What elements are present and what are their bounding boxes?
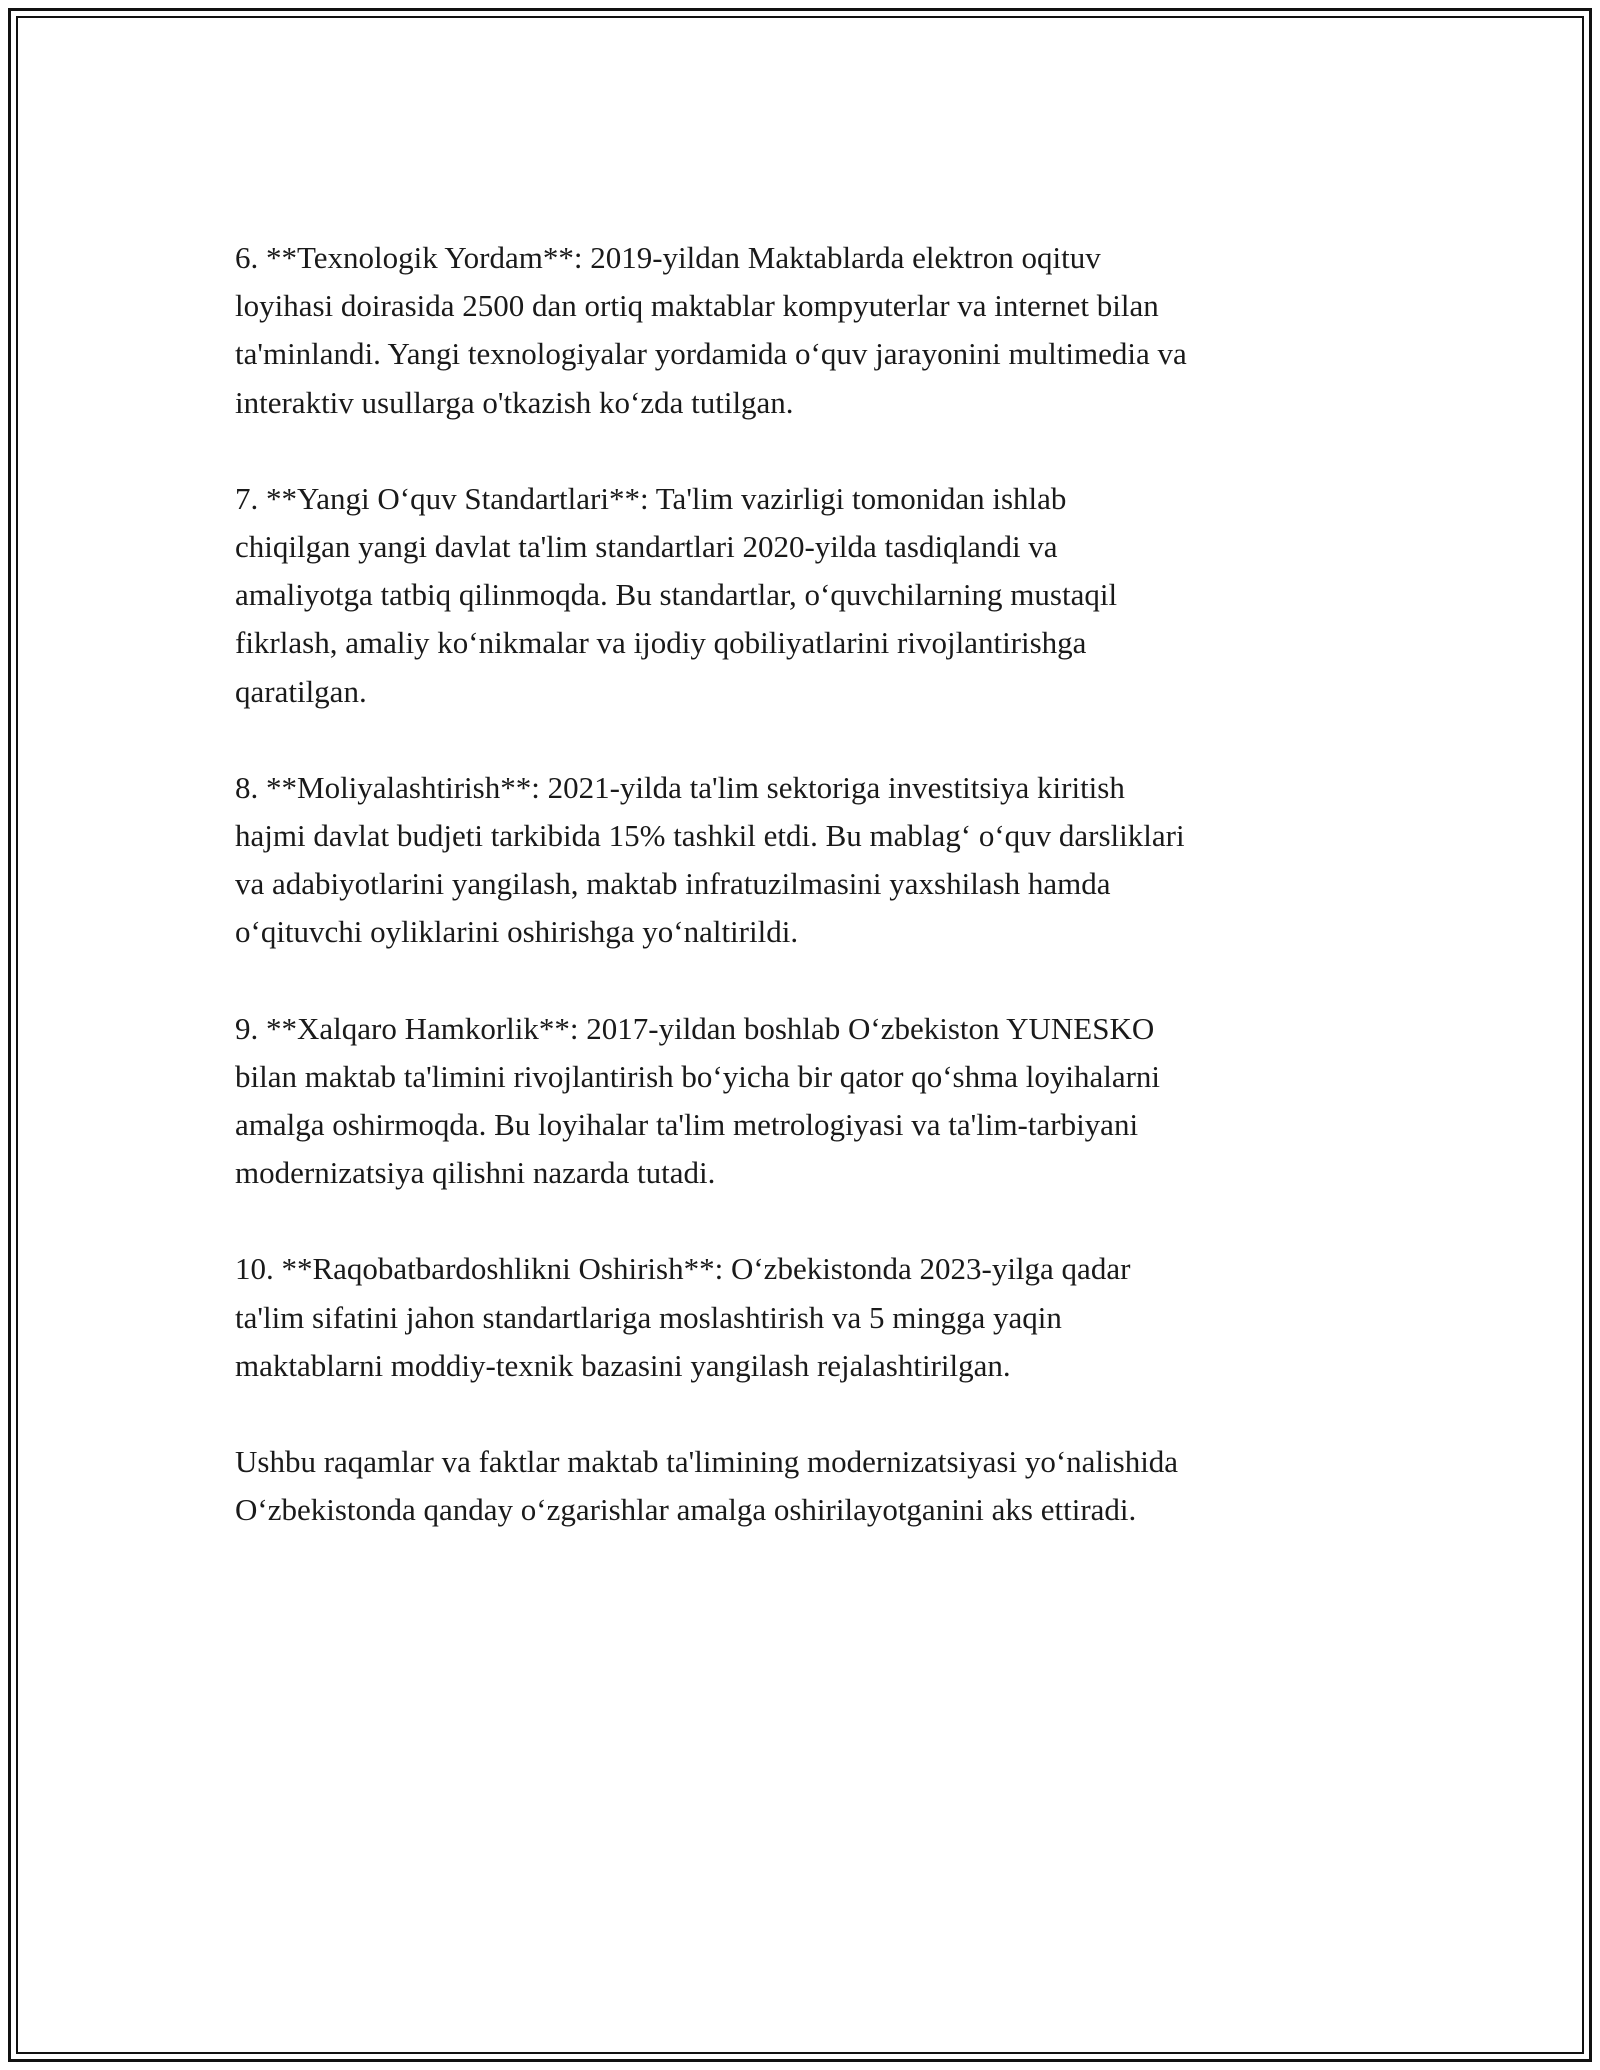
- paragraph-conclusion: Ushbu raqamlar va faktlar maktab ta'limining modernizatsiyasi yo‘nalishida O‘zbekistonda qanday o‘zgarishlar amalga oshirilayotganini aks ettiradi.: [235, 1444, 1179, 1528]
- paragraph-new-standards: 7. **Yangi O‘quv Standartlari**: Ta'lim vazirligi tomonidan ishlab chiqilgan yangi davlat ta'lim standartlari 2020-yilda tasdiqlandi va amaliyotga tatbiq qilinmoqda. Bu standartlar, o‘quvchilarning mustaqil fikrlash, amaliy ko‘nikmalar va ijodiy qobiliyatlarini rivojlantirishga qaratilgan.: [235, 480, 1118, 709]
- paragraph-competitiveness: 10. **Raqobatbardoshlikni Oshirish**: O‘zbekistonda 2023-yilga qadar ta'lim sifatini jahon standartlariga moslashtirish va 5 mingga yaqin maktablarni moddiy-texnik bazasini yangilash rejalashtirilgan.: [235, 1251, 1131, 1383]
- paragraph-international-cooperation: 9. **Xalqaro Hamkorlik**: 2017-yildan boshlab O‘zbekiston YUNESKO bilan maktab ta'limini rivojlantirish bo‘yicha bir qator qo‘shma loyihalarni amalga oshirmoqda. Bu loyihalar ta'lim metrologiyasi va ta'lim-tarbiyani modernizatsiya qilishni nazarda tutadi.: [235, 1010, 1161, 1191]
- paragraph-financing: 8. **Moliyalashtirish**: 2021-yilda ta'lim sektoriga investitsiya kiritish hajmi davlat budjeti tarkibida 15% tashkil etdi. Bu mablag‘ o‘quv darsliklari va adabiyotlarini yangilash, maktab infratuzilmasini yaxshilash hamda o‘qituvchi oyliklarini oshirishga yo‘naltirildi.: [235, 769, 1185, 950]
- paragraph-technology-support: 6. **Texnologik Yordam**: 2019-yildan Maktablarda elektron oqituv loyihasi doirasida 2500 dan ortiq maktablar kompyuterlar va internet bilan ta'minlandi. Yangi texnologiyalar yordamida o‘quv jarayonini multimedia va interaktiv usullarga o'tkazish ko‘zda tutilgan.: [235, 240, 1187, 420]
- document-body: [235, 234, 1385, 1582]
